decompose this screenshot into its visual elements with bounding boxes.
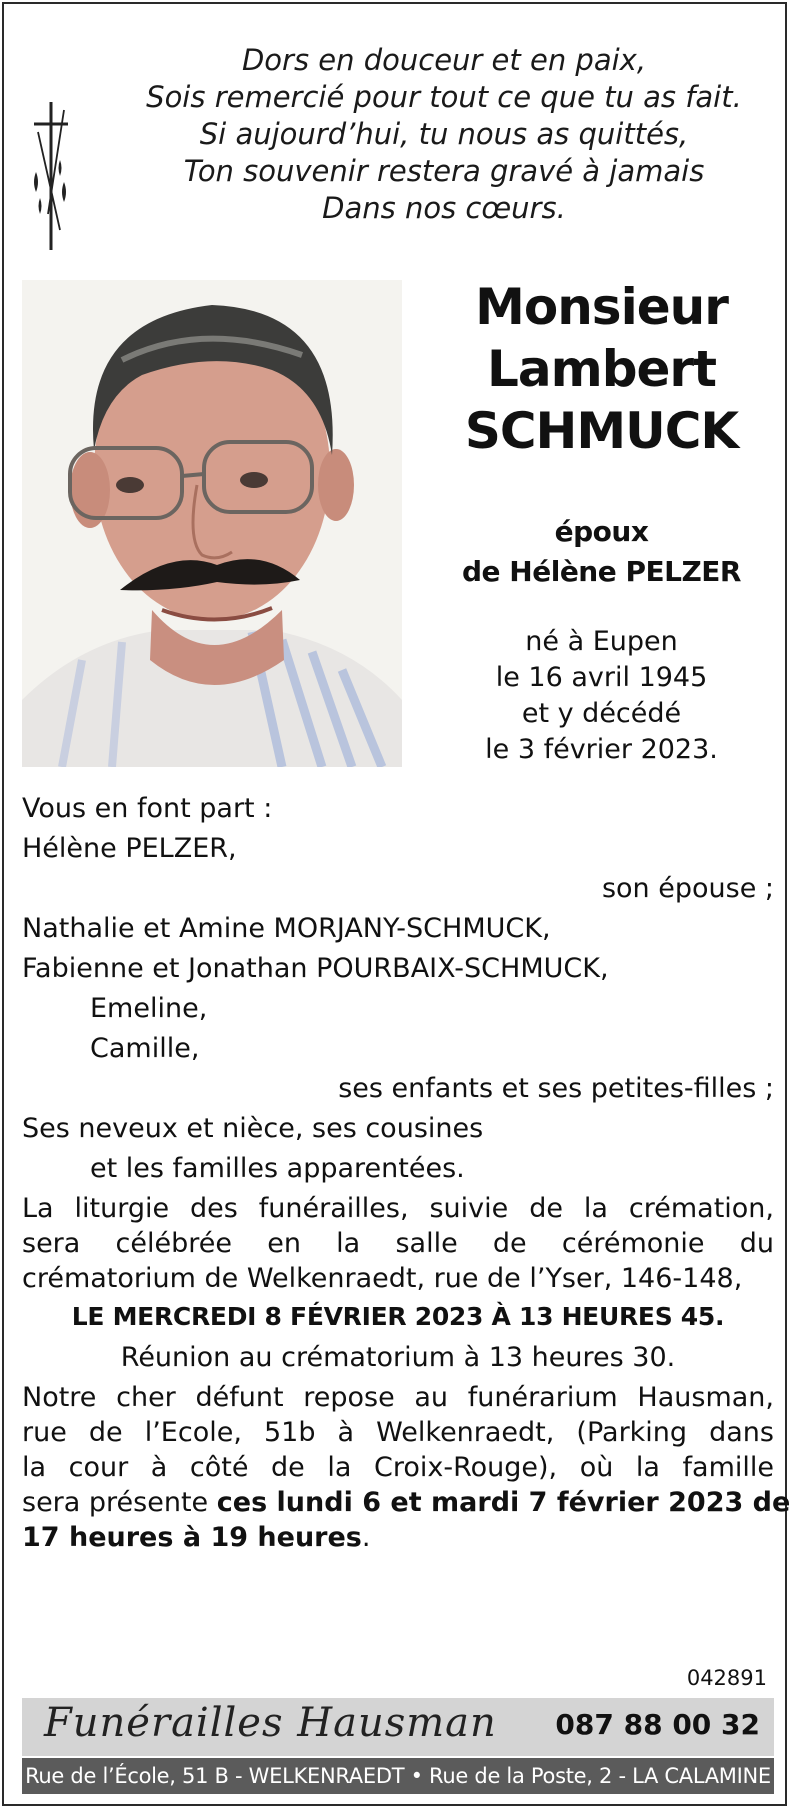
poem-line: Sois remercié pour tout ce que tu as fait. (146, 80, 742, 114)
date-line: né à Eupen (525, 626, 678, 657)
child-line: Nathalie et Amine MORJANY-SCHMUCK, (22, 913, 551, 944)
children-role: ses enfants et ses petites-filles ; (338, 1073, 774, 1104)
date-line: le 3 février 2023. (485, 734, 718, 765)
funeral-home-logo: Funérailles Hausman (44, 1700, 497, 1746)
funeral-home-phone: 087 88 00 32 (555, 1708, 760, 1741)
ceremony-date: LE MERCREDI 8 FÉVRIER 2023 À 13 HEURES 45. (71, 1302, 725, 1331)
repose-plain: sera présente (22, 1487, 217, 1518)
name-last: SCHMUCK (464, 402, 739, 460)
wife-line: Hélène PELZER, (22, 833, 237, 864)
funeral-home-addresses: Rue de l’École, 51 B - WELKENRAEDT • Rue de la Poste, 2 - LA CALAMINE (22, 1758, 774, 1794)
relatives-line: Ses neveux et nièce, ses cousines (22, 1113, 484, 1144)
repose-bold: ces lundi 6 et mardi 7 février 2023 de (216, 1487, 791, 1518)
portrait-photo (22, 280, 402, 767)
repose-paragraph (22, 1380, 791, 1555)
reference-number: 042891 (686, 1666, 767, 1690)
name-title: Monsieur (475, 278, 728, 336)
repose-hours: 17 heures à 19 heures (22, 1522, 362, 1553)
date-line: et y décédé (521, 698, 682, 729)
spouse-info (444, 512, 759, 592)
liturgy-line: La liturgie des funérailles, suivie de la crémation, (22, 1193, 774, 1224)
announcement-body (22, 789, 791, 1555)
repose-end: . (361, 1522, 371, 1553)
deceased-name (444, 276, 759, 462)
intro-line: Vous en font part : (22, 793, 273, 824)
spouse-label: époux (554, 515, 649, 548)
name-first: Lambert (487, 340, 716, 398)
repose-line (22, 1520, 774, 1555)
poem-line: Ton souvenir restera gravé à jamais (183, 154, 705, 188)
repose-line: la cour à côté de la Croix-Rouge), où la famille (22, 1452, 774, 1483)
date-line: le 16 avril 1945 (495, 662, 708, 693)
cross-icon (30, 102, 72, 250)
grandchild-line: Camille, (90, 1033, 200, 1064)
repose-line: rue de l’Ecole, 51b à Welkenraedt, (Parking dans (22, 1417, 774, 1448)
poem-line: Dans nos cœurs. (322, 191, 566, 225)
poem (124, 42, 764, 227)
repose-line: Notre cher défunt repose au funérarium Hausman, (22, 1382, 774, 1413)
repose-line (22, 1485, 791, 1520)
grandchild-line: Emeline, (90, 993, 208, 1024)
liturgy-line: crématorium de Welkenraedt, rue de l’Yser, 146-148, (22, 1263, 743, 1294)
child-line: Fabienne et Jonathan POURBAIX-SCHMUCK, (22, 953, 609, 984)
birth-death-dates (444, 624, 759, 768)
liturgy-line: sera célébrée en la salle de cérémonie du (22, 1228, 774, 1259)
relatives-line: et les familles apparentées. (90, 1153, 465, 1184)
liturgy-paragraph (22, 1191, 774, 1296)
funeral-home-banner (22, 1698, 774, 1756)
poem-line: Dors en douceur et en paix, (241, 43, 647, 77)
meeting-line: Réunion au crématorium à 13 heures 30. (120, 1342, 676, 1373)
spouse-name: de Hélène PELZER (462, 555, 741, 588)
poem-line: Si aujourd’hui, tu nous as quittés, (199, 117, 689, 151)
obituary-notice (2, 2, 791, 1806)
wife-role: son épouse ; (601, 873, 774, 904)
